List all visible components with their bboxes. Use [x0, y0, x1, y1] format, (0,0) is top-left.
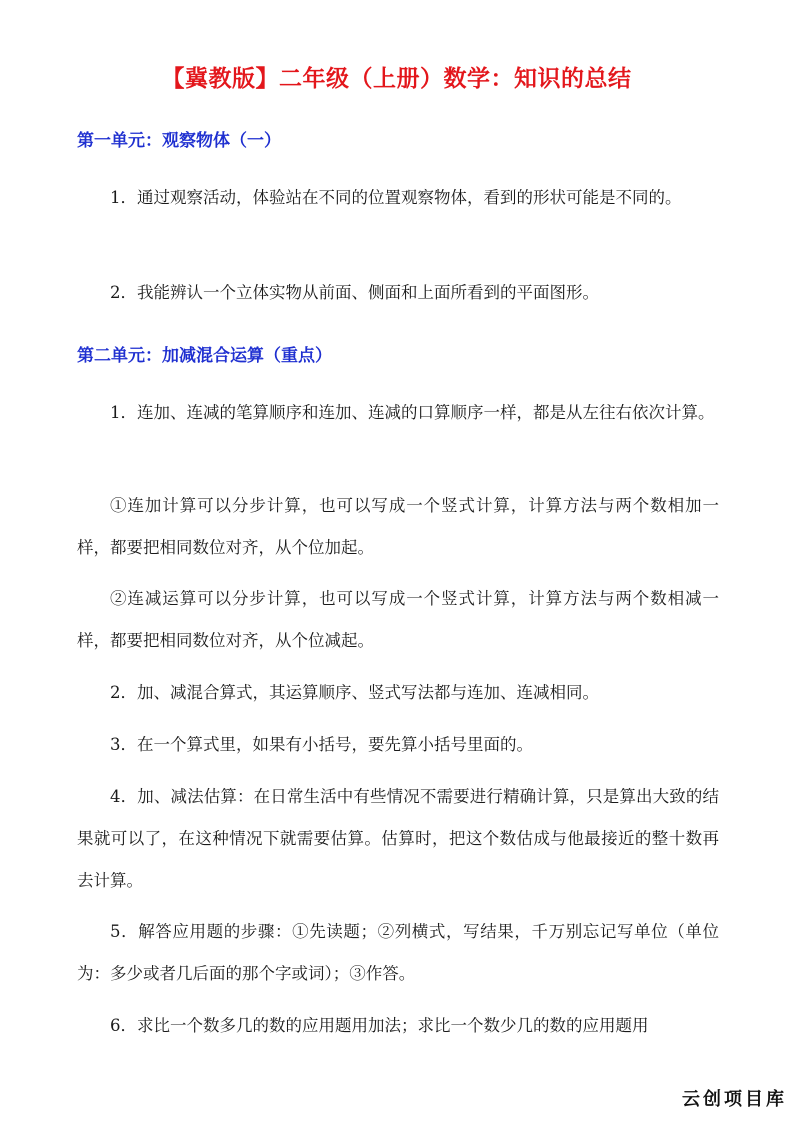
paragraph: ①连加计算可以分步计算，也可以写成一个竖式计算，计算方法与两个数相加一样，都要把相同数位对齐，从个位加起。 — [77, 496, 719, 557]
paragraph: 6．求比一个数多几的数的应用题用加法；求比一个数少几的数的应用题用 — [110, 1016, 649, 1035]
section-heading-unit-1: 第一单元：观察物体（一） — [77, 131, 281, 151]
paragraph: 2．加、减混合算式，其运算顺序、竖式写法都与连加、连减相同。 — [110, 683, 599, 702]
paragraph: 1．通过观察活动，体验站在不同的位置观察物体，看到的形状可能是不同的。 — [110, 188, 682, 207]
document-title: 【冀教版】二年级（上册）数学：知识的总结 — [161, 66, 632, 92]
paragraph: 5．解答应用题的步骤：①先读题；②列横式，写结果，千万别忘记写单位（单位为：多少或者几后面的那个字或词）；③作答。 — [77, 922, 719, 983]
section-heading-unit-2: 第二单元：加减混合运算（重点） — [77, 346, 332, 366]
paragraph: 3．在一个算式里，如果有小括号，要先算小括号里面的。 — [110, 735, 533, 754]
watermark-logo: 云创项目库 — [682, 1089, 787, 1110]
paragraph: 1．连加、连减的笔算顺序和连加、连减的口算顺序一样，都是从左往右依次计算。 — [110, 403, 715, 422]
paragraph: 2．我能辨认一个立体实物从前面、侧面和上面所看到的平面图形。 — [110, 283, 599, 302]
paragraph: 4．加、减法估算：在日常生活中有些情况不需要进行精确计算，只是算出大致的结果就可以了，在这种情况下就需要估算。估算时，把这个数估成与他最接近的整十数再去计算。 — [77, 787, 719, 890]
paragraph: ②连减运算可以分步计算，也可以写成一个竖式计算，计算方法与两个数相减一样，都要把相同数位对齐，从个位减起。 — [77, 589, 719, 650]
